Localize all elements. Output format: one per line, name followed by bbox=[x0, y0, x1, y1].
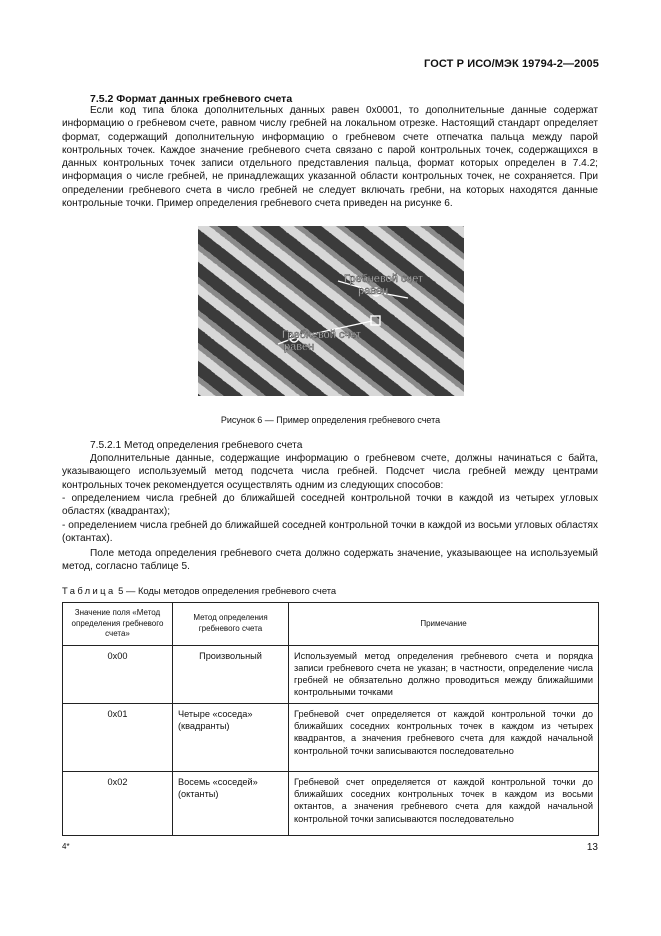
section-title: 7.5.2 Формат данных гребневого счета bbox=[90, 93, 293, 105]
row-method: Произвольный bbox=[173, 645, 289, 703]
figure-label-upper: Гребневой счет bbox=[344, 273, 423, 285]
document-header: ГОСТ Р ИСО/МЭК 19794-2—2005 bbox=[424, 58, 599, 70]
header-field-value: Значение поля «Метод определения гребневого счета» bbox=[63, 603, 173, 646]
row-method: Восемь «соседей» (октанты) bbox=[173, 771, 289, 835]
bullet-quadrants: - определением числа гребней до ближайшей соседней контрольной точки в каждой из четырех угловых областях (квадрантах); bbox=[62, 493, 598, 518]
section-paragraph: Если код типа блока дополнительных данных равен 0x0001, то дополнительные данные содержат информацию о гребневом счете, равном числу гребней на локальном отрезке. Настоящий стандарт определяет формат, содержащий дополнительную информацию о гребневом счете отпечатка пальца между парой контрольных точек. Каждое значение гребневого счета связано с парой контрольных точек, содержащихся в данных контрольных точек записи отдельного представления пальца, формат которых определен в 7.4.2; информация о числе гребней, не принадлежащих указанной области контрольных точек, не сохраняется. При определении гребневого счета в число гребней не следует включать гребни, на которых находятся данные контрольные точки. Пример определения гребневого счета приведен на рисунке 6. bbox=[62, 105, 598, 210]
footer-sheet-mark: 4* bbox=[62, 842, 70, 851]
ridge-count-methods-table bbox=[62, 602, 599, 836]
table-caption bbox=[62, 585, 336, 596]
figure-label-lower: Гребневой счет bbox=[282, 329, 361, 341]
row-note: Гребневой счет определяется от каждой контрольной точки до ближайших соседних контрольных точек в каждом из восьми октантов, а значения гребневого счета для каждой начальной контрольной точки записываются последовательно bbox=[289, 771, 599, 835]
header-method: Метод определения гребневого счета bbox=[173, 603, 289, 646]
fingerprint-figure bbox=[198, 226, 464, 396]
table-caption-prefix: Таблица bbox=[62, 585, 116, 596]
header-note: Примечание bbox=[289, 603, 599, 646]
row-code: 0x01 bbox=[63, 703, 173, 771]
row-note: Используемый метод определения гребневого счета и порядка записи гребневого счета не указан; в частности, определение числа гребней не обязательно должно проводиться между ближайшими контрольными точками bbox=[289, 645, 599, 703]
figure-label-upper-b: равен bbox=[358, 285, 389, 297]
subsection-paragraph-1: Дополнительные данные, содержащие информацию о гребневом счете, должны начинаться с байта, указывающего используемый метод подсчета числа гребней. Подсчет числа гребней между центрами контрольных точек рекомендуется осуществлять одним из следующих способов: bbox=[62, 453, 598, 491]
fingerprint-image bbox=[198, 226, 464, 396]
row-method: Четыре «соседа» (квадранты) bbox=[173, 703, 289, 771]
table-header-row bbox=[63, 603, 599, 646]
table-row bbox=[63, 645, 599, 703]
row-code: 0x00 bbox=[63, 645, 173, 703]
subsection-paragraph-2: Поле метода определения гребневого счета должно содержать значение, указывающее на используемый метод, согласно таблице 5. bbox=[62, 548, 598, 573]
table-caption-text: 5 — Коды методов определения гребневого счета bbox=[115, 585, 337, 596]
table-row bbox=[63, 703, 599, 771]
row-note: Гребневой счет определяется от каждой контрольной точки до ближайших соседних контрольных точек в каждом из четырех квадрантов, а значения гребневого счета для каждой начальной контрольной точки записываются последовательно bbox=[289, 703, 599, 771]
page-number: 13 bbox=[586, 842, 598, 853]
bullet-octants: - определением числа гребней до ближайшей соседней контрольной точки в каждой из восьми угловых областях (октантах). bbox=[62, 520, 598, 545]
subsection-title: 7.5.2.1 Метод определения гребневого счета bbox=[90, 440, 303, 451]
figure-caption: Рисунок 6 — Пример определения гребневого счета bbox=[220, 415, 441, 425]
table-row bbox=[63, 771, 599, 835]
figure-label-lower-b: равен bbox=[284, 341, 315, 353]
row-code: 0x02 bbox=[63, 771, 173, 835]
